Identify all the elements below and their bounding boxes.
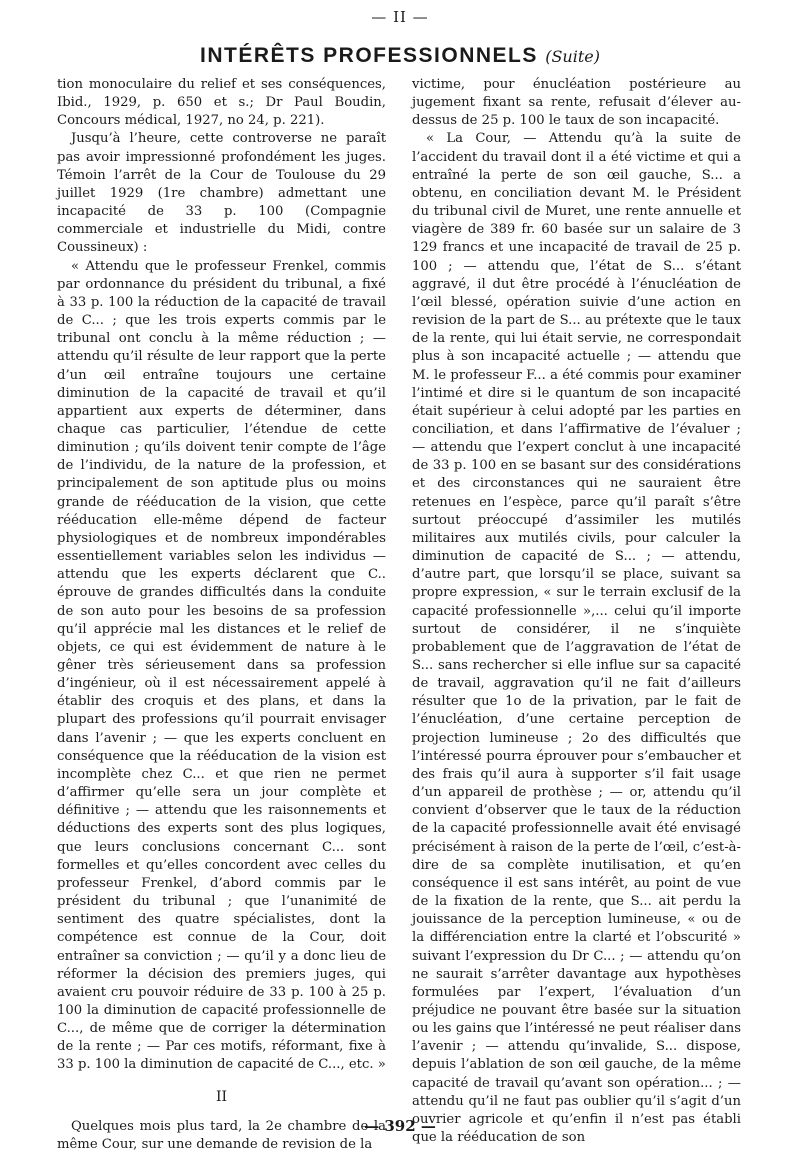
paragraph-continuation: tion monoculaire du relief et ses conséquences, Ibid., 1929, p. 650 et s.; Dr Paul Boudin, Concours médical, 1927, no 24, p. 221). [57,77,386,129]
quote-court-decision: « La Cour, — Attendu qu’à la suite de l’accident du travail dont il a été victime et qui a entraîné la perte de son œil gauche, S... a obtenu, en conciliation devant M. le Président du tribunal civil de Muret, une rente annuelle et viagère de 389 fr. 60 basée sur un salaire de 3 129 francs et une incapacité de travail de 25 p. 100 ; — attendu que, l’état de S... s’étant aggravé, il dut être procédé à l’énucléation de l’œil blessé, opération suivie d’une action en revision de la part de S... au prétexte que le taux de la rente, qui lui était servie, ne correspondait plus à son incapacité actuelle ; — attendu que M. le professeur F... a été commis pour examiner l’intimé et dire si le quantum de son incapacité était supérieur à celui adopté par les parties en conciliation, et dans l’affirmative de l’évaluer ; — attendu que l’expert conclut à une incapacité de 33 p. 100 en se basant sur des considérations et des circonstances qui ne sauraient être retenues en l’espèce, parce qu’il paraît s’être surtout préoccupé d’assimiler les mutilés militaires aux mutilés civils, pour calculer la diminution de capacité de S... ; — attendu, d’autre part, que lorsqu’il se place, suivant sa propre expression, « sur le terrain exclusif de la capacité professionnelle »,... celui qu’il importe surtout de considérer, il ne s’inquiète probablement que de l’aggravation de l’état de S... sans rechercher si elle influe sur sa capacité de travail, aggravation qu’il ne fait d’ailleurs résulter que 1o de la privation, par le fait de l’énucléation, d’une certaine perception de projection lumineuse ; 2o des difficultés que l’intéressé pourra éprouver pour s’embaucher et des frais qu’il aura à supporter s’il fait usage d’un appareil de prothèse ; — or, attendu qu’il convient d’observer que le taux de la réduction de la capacité professionnelle avait été envisagé précisément à raison de la perte de l’œil, c’est-à-dire de sa complète inutilisation, et qu’en conséquence il est sans intérêt, au point de vue de la fixation de la rente, que S... ait perdu la jouissance de la perception lumineuse, « ou de la différenciation entre la clarté et l’obscurité » suivant l’expression du Dr C... ; — attendu qu’on ne saurait s’arrêter davantage aux hypothèses formulées par l’expert, l’évaluation d’un préjudice ne pouvant être basée sur la situation ou les gains que l’intéressé ne peut réaliser dans l’avenir ; — attendu qu’invalide, S... dispose, depuis l’ablation de son œil gauche, de la même capacité de travail qu’avant son opération... ; — attendu qu’il ne faut pas oublier qu’il s’agit d’un ouvrier agricole et qu’enfin il n’est pas établi que la rééducation de son [412,131,741,1146]
page-number: — 392 — [364,1117,436,1135]
section-title-suite: (Suite) [545,47,600,66]
paragraph-controversy: Jusqu’à l’heure, cette controverse ne paraît pas avoir impressionné profondément les juges. Témoin l’arrêt de la Cour de Toulouse du 29 juillet 1929 (1re chambre) admettant une incapacité de 33 p. 100 (Compagnie commerciale et industrielle du Midi, contre Coussineux) : [57,131,386,256]
running-head-roman-numeral: — II — [371,8,429,26]
section-title-text: INTÉRÊTS PROFESSIONNELS [200,44,538,67]
section-heading-ii: II [215,1088,228,1105]
left-column [57,76,386,1154]
paragraph-victim: victime, pour énucléation postérieure au jugement fixant sa rente, refusait d’élever au-dessus de 25 p. 100 le taux de son incapacité. [412,77,741,129]
quote-toulouse-judgment: « Attendu que le professeur Frenkel, commis par ordonnance du président du tribunal, a fixé à 33 p. 100 la réduction de la capacité de travail de C... ; que les trois experts commis par le tribunal ont conclu à la même réduction ; — attendu qu’il résulte de leur rapport que la perte d’un œil entraîne toujours une certaine diminution de la capacité de travail et qu’il appartient aux experts de déterminer, dans chaque cas particulier, l’étendue de cette diminution ; qu’ils doivent tenir compte de l’âge de l’individu, de la nature de la profession, et principalement de son aptitude plus ou moins grande de rééducation de la vision, que cette rééducation elle-même dépend de facteur physiologiques et de nombreux impondérables essentiellement variables selon les individus — attendu que les experts déclarent que C.. éprouve de grandes difficultés dans la conduite de son auto pour les besoins de sa profession qu’il apprécie mal les distances et le relief de objets, ce qui est évidemment de nature à le gêner très sérieusement dans sa profession d’ingénieur, où il est nécessairement appelé à établir des croquis et des plans, et dans la plupart des professions qu’il pourrait envisager dans l’avenir ; — que les experts concluent en conséquence que la rééducation de la vision est incomplète chez C... et que rien ne permet d’affirmer qu’elle sera un jour complète et définitive ; — attendu que les raisonnements et déductions des experts sont des plus logiques, que leurs conclusions concernant C... sont formelles et qu’elles concordent avec celles du professeur Frenkel, d’abord commis par le président du tribunal ; que l’unanimité de sentiment des quatre spécialistes, dont la compétence est connue de la Cour, doit entraîner sa conviction ; — qu’il y a donc lieu de réformer la décision des premiers juges, qui avaient cru pouvoir réduire de 33 p. 100 à 25 p. 100 la diminution de capacité professionnelle de C..., de même que de corriger la détermination de la rente ; — Par ces motifs, réformant, fixe à 33 p. 100 la diminution de capacité de C..., etc. » [57,258,386,1073]
section-title [0,44,800,68]
paragraph-second-chamber: Quelques mois plus tard, la 2e chambre de la même Cour, sur une demande de revision de la [57,1118,386,1152]
right-column [412,76,741,1147]
